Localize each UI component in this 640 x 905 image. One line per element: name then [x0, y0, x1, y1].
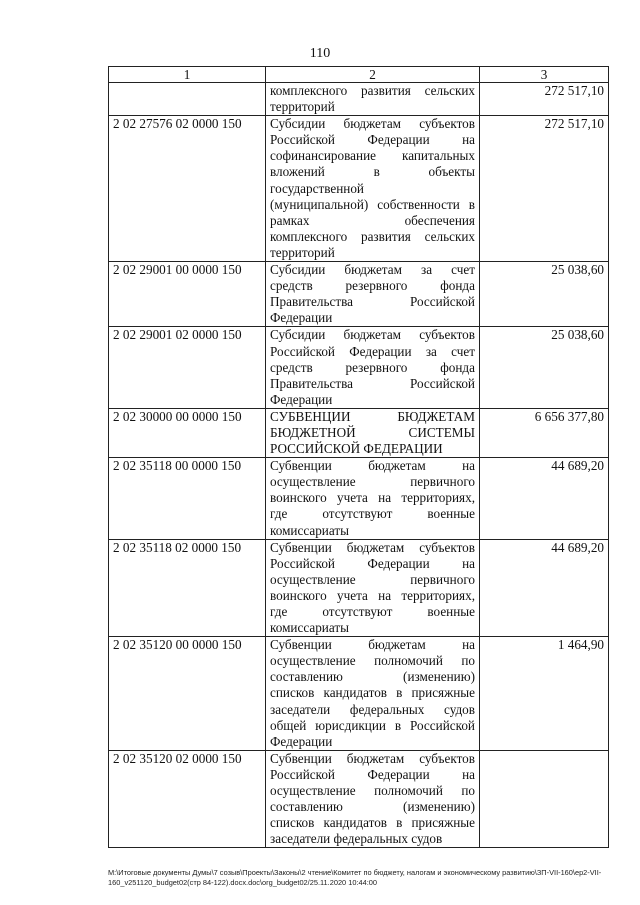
table-header-row [109, 67, 609, 83]
description-line: Субсидии бюджетам субъектов [270, 327, 475, 343]
description-line: комплексного развития сельских [270, 228, 475, 244]
row-amount: 25 038,60 [480, 262, 609, 327]
row-code: 2 02 35118 00 0000 150 [109, 458, 266, 539]
footer-line-2: 160_v251120_budget02(стр 84-122).docx.doc\org_budget02/25.11.2020 10:44:00 [108, 878, 377, 887]
description-line: Федерации [270, 391, 333, 407]
description-line: государственной [270, 180, 364, 196]
description-line: составлению (изменению) [270, 799, 475, 815]
page-number: 110 [309, 46, 331, 61]
row-code: 2 02 35120 00 0000 150 [109, 637, 266, 751]
description-line: осуществление первичного [270, 474, 475, 490]
row-code: 2 02 35120 02 0000 150 [109, 750, 266, 848]
description-line: воинского учета на территориях, [270, 490, 475, 506]
description-line: (муниципальной) собственности в [270, 196, 475, 212]
row-code: 2 02 27576 02 0000 150 [109, 116, 266, 262]
description-line: средств резервного фонда [270, 278, 475, 294]
row-amount [480, 750, 609, 848]
description-line: Субсидии бюджетам за счет [270, 262, 475, 278]
row-amount: 6 656 377,80 [480, 408, 609, 457]
description-line: Российской Федерации на [270, 132, 475, 148]
description-line: осуществление полномочий по [270, 653, 475, 669]
table-row [109, 116, 609, 262]
description-line: комиссариаты [270, 522, 349, 538]
description-line: заседатели федеральных судов [270, 701, 475, 717]
table-row [109, 262, 609, 327]
header-col-1: 1 [109, 67, 266, 83]
row-description [266, 116, 480, 262]
description-line: осуществление полномочий по [270, 783, 475, 799]
description-line: заседатели федеральных судов [270, 831, 443, 847]
row-amount: 1 464,90 [480, 637, 609, 751]
description-line: осуществление первичного [270, 571, 475, 587]
description-line: Федерации [270, 310, 333, 326]
description-line: списков кандидатов в присяжные [270, 815, 475, 831]
row-code: 2 02 29001 00 0000 150 [109, 262, 266, 327]
row-code [109, 83, 266, 116]
header-col-2: 2 [266, 67, 480, 83]
budget-table [108, 66, 609, 848]
description-line: РОССИЙСКОЙ ФЕДЕРАЦИИ [270, 441, 443, 457]
row-description [266, 458, 480, 539]
description-line: где отсутствуют военные [270, 506, 475, 522]
table-row [109, 539, 609, 637]
row-code: 2 02 29001 02 0000 150 [109, 327, 266, 408]
description-line: Субвенции бюджетам субъектов [270, 750, 475, 766]
description-line: комплексного развития сельских [270, 83, 475, 98]
row-description [266, 637, 480, 751]
description-line: Российской Федерации на [270, 766, 475, 782]
row-amount: 44 689,20 [480, 539, 609, 637]
description-line: рамках обеспечения [270, 212, 475, 228]
row-amount: 25 038,60 [480, 327, 609, 408]
row-description [266, 327, 480, 408]
row-code: 2 02 30000 00 0000 150 [109, 408, 266, 457]
row-description [266, 408, 480, 457]
description-line: средств резервного фонда [270, 359, 475, 375]
description-line: территорий [270, 99, 335, 115]
description-line: воинского учета на территориях, [270, 587, 475, 603]
row-description [266, 539, 480, 637]
table-row [109, 750, 609, 848]
row-description [266, 262, 480, 327]
description-line: Федерации [270, 733, 333, 749]
table-row [109, 83, 609, 116]
row-description [266, 750, 480, 848]
description-line: Субвенции бюджетам на [270, 458, 475, 474]
description-line: комиссариаты [270, 620, 349, 636]
row-amount: 272 517,10 [480, 116, 609, 262]
description-line: софинансирование капитальных [270, 148, 475, 164]
description-line: Российской Федерации за счет [270, 343, 475, 359]
description-line: СУБВЕНЦИИ БЮДЖЕТАМ [270, 408, 475, 424]
description-line: Субсидии бюджетам субъектов [270, 116, 475, 132]
table-row [109, 408, 609, 457]
description-line: вложений в объекты [270, 164, 475, 180]
header-col-3: 3 [480, 67, 609, 83]
row-description [266, 83, 480, 116]
table-row [109, 637, 609, 751]
description-line: где отсутствуют военные [270, 604, 475, 619]
row-amount: 272 517,10 [480, 83, 609, 116]
description-line: Правительства Российской [270, 375, 475, 391]
description-line: БЮДЖЕТНОЙ СИСТЕМЫ [270, 424, 475, 440]
row-code: 2 02 35118 02 0000 150 [109, 539, 266, 637]
description-line: составлению (изменению) [270, 669, 475, 685]
description-line: Российской Федерации на [270, 555, 475, 571]
row-amount: 44 689,20 [480, 458, 609, 539]
description-line: Субвенции бюджетам субъектов [270, 539, 475, 555]
description-line: территорий [270, 244, 335, 260]
table-row [109, 327, 609, 408]
description-line: Правительства Российской [270, 294, 475, 310]
footer-line-1: M:\Итоговые документы Думы\7 созыв\Проекты\Законы\2 чтение\Комитет по бюджету, налогам и экономическому развитию\ЗП-VII-160\ep2-VII- [108, 868, 602, 877]
description-line: общей юрисдикции в Российской [270, 717, 475, 733]
table-row [109, 458, 609, 539]
file-path-footer [108, 868, 618, 888]
description-line: Субвенции бюджетам на [270, 637, 475, 653]
description-line: списков кандидатов в присяжные [270, 685, 475, 701]
